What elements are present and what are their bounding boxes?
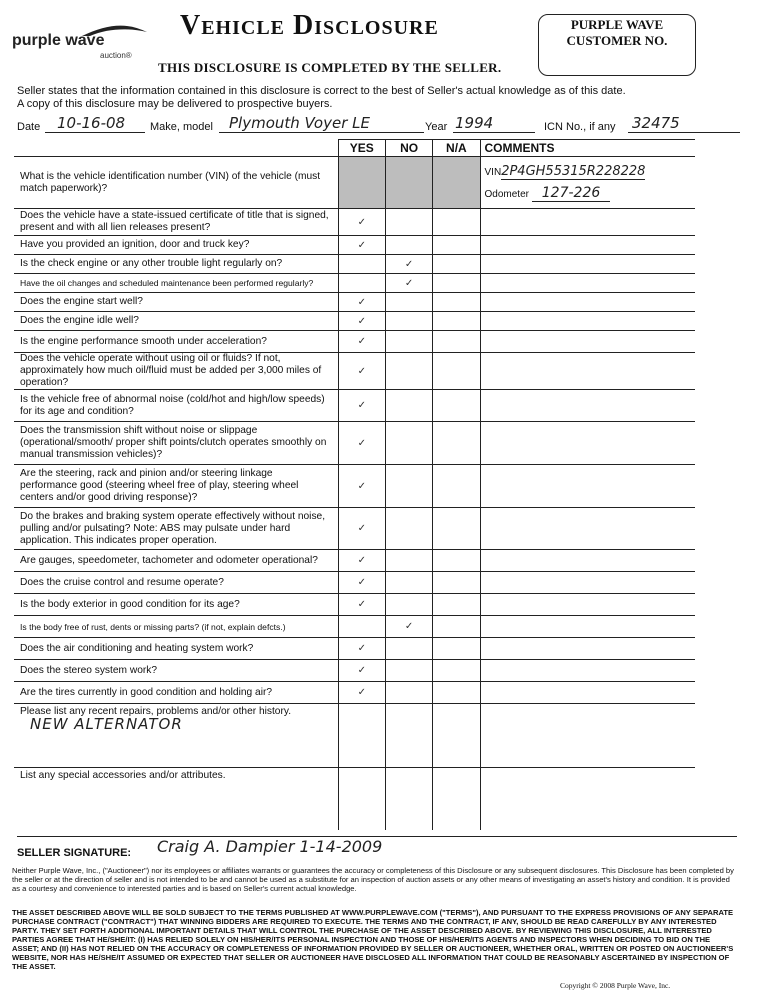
no-checkbox[interactable]	[386, 255, 433, 274]
question-text: Does the vehicle have a state-issued certificate of title that is signed, present and with all lien releases present?	[14, 209, 338, 236]
table-row	[14, 508, 695, 550]
year-value: 1994	[455, 114, 494, 132]
vin-value: 2P4GH55315R228228	[501, 164, 646, 179]
na-checkbox	[433, 704, 480, 768]
table-row	[14, 293, 695, 312]
table-row	[14, 209, 695, 236]
question-text: Does the engine start well?	[14, 293, 338, 312]
repairs-value: NEW ALTERNATOR	[30, 715, 183, 733]
question-text: Are the tires currently in good condition and holding air?	[14, 682, 338, 704]
no-checkbox[interactable]	[386, 465, 433, 508]
copyright: Copyright © 2008 Purple Wave, Inc.	[560, 981, 671, 990]
na-checkbox[interactable]	[433, 209, 480, 236]
accessories-row	[14, 768, 695, 830]
no-checkbox[interactable]	[386, 236, 433, 255]
check-mark-icon: ✓	[357, 437, 366, 449]
na-checkbox[interactable]	[433, 422, 480, 465]
yes-checkbox[interactable]	[338, 594, 385, 616]
comment-cell[interactable]	[480, 236, 695, 255]
question-text: Is the body free of rust, dents or missing parts? (if not, explain defcts.)	[14, 616, 338, 638]
na-checkbox[interactable]	[433, 331, 480, 353]
odometer-value: 127-226	[532, 185, 611, 202]
table-row	[14, 422, 695, 465]
yes-checkbox[interactable]	[338, 550, 385, 572]
yes-checkbox	[338, 768, 385, 830]
na-checkbox[interactable]	[433, 550, 480, 572]
logo-sub: auction®	[100, 51, 132, 60]
no-checkbox[interactable]	[386, 157, 433, 209]
yes-checkbox[interactable]	[338, 616, 385, 638]
table-row	[14, 274, 695, 293]
intro-line2: A copy of this disclosure may be delivered to prospective buyers.	[17, 98, 333, 110]
no-checkbox[interactable]	[386, 293, 433, 312]
signature-label: SELLER SIGNATURE:	[17, 847, 132, 859]
comment-cell[interactable]	[480, 312, 695, 331]
year-label: Year	[425, 121, 448, 133]
check-mark-icon: ✓	[357, 400, 366, 411]
question-text: Does the cruise control and resume operate?	[14, 572, 338, 594]
yes-checkbox[interactable]	[338, 682, 385, 704]
na-checkbox[interactable]	[433, 660, 480, 682]
yes-checkbox[interactable]	[338, 157, 385, 209]
yes-checkbox[interactable]	[338, 508, 385, 550]
table-row	[14, 572, 695, 594]
disclaimer-paragraph: Neither Purple Wave, Inc., ("Auctioneer") nor its employees or affiliates warrants or guarantees the accuracy or completeness of this Disclosure or any subsequent disclosures. This Disclosure has been completed by the seller or at the direction of seller and is not intended to be and cannot be used as a substitute for an inspection of auction assets or any other means of investigating an asset's history and condition. It is provided as a courtesy and convenience to interested parties and is based on Seller's current actual knowledge.	[12, 866, 734, 893]
comment-cell[interactable]	[480, 465, 695, 508]
question-text: Does the vehicle operate without using oil or fluids? If not, approximately how much oil/fluid must be added per 3,000 miles of operation?	[14, 353, 338, 390]
comment-cell[interactable]	[480, 274, 695, 293]
check-mark-icon: ✓	[357, 599, 366, 610]
no-checkbox	[386, 768, 433, 830]
comment-cell[interactable]	[480, 594, 695, 616]
check-mark-icon: ✓	[357, 687, 366, 698]
question-text: Does the engine idle well?	[14, 312, 338, 331]
question-text: Is the check engine or any other trouble light regularly on?	[14, 255, 338, 274]
accessories-cell[interactable]	[14, 768, 338, 830]
no-checkbox[interactable]	[386, 331, 433, 353]
na-checkbox	[433, 768, 480, 830]
yes-header: YES	[338, 140, 385, 157]
question-text: Does the stereo system work?	[14, 660, 338, 682]
table-row	[14, 660, 695, 682]
no-checkbox	[386, 704, 433, 768]
question-text: What is the vehicle identification number (VIN) of the vehicle (must match paperwork)?	[14, 157, 338, 209]
table-row	[14, 157, 695, 209]
no-checkbox[interactable]	[386, 682, 433, 704]
no-checkbox[interactable]	[386, 209, 433, 236]
no-checkbox[interactable]	[386, 353, 433, 390]
yes-checkbox[interactable]	[338, 572, 385, 594]
subtitle: THIS DISCLOSURE IS COMPLETED BY THE SELLER.	[158, 60, 502, 75]
logo-word: purple wave	[12, 32, 105, 49]
customer-box-line2: CUSTOMER NO.	[566, 33, 668, 48]
na-checkbox[interactable]	[433, 594, 480, 616]
date-field[interactable]	[45, 116, 145, 133]
year-field[interactable]	[453, 116, 535, 133]
check-mark-icon: ✓	[357, 315, 366, 327]
vin-label: VIN	[484, 167, 502, 178]
comment-cell[interactable]	[480, 293, 695, 312]
comment-cell[interactable]	[480, 572, 695, 594]
comment-cell[interactable]	[480, 422, 695, 465]
question-text: Is the body exterior in good condition for its age?	[14, 594, 338, 616]
yes-checkbox[interactable]	[338, 236, 385, 255]
na-checkbox[interactable]	[433, 465, 480, 508]
question-text: Have you provided an ignition, door and truck key?	[14, 236, 338, 255]
no-header: NO	[386, 140, 433, 157]
yes-checkbox[interactable]	[338, 390, 385, 422]
comment-cell[interactable]	[480, 508, 695, 550]
na-checkbox[interactable]	[433, 157, 480, 209]
na-checkbox[interactable]	[433, 572, 480, 594]
no-checkbox[interactable]	[386, 422, 433, 465]
na-checkbox[interactable]	[433, 236, 480, 255]
yes-checkbox[interactable]	[338, 293, 385, 312]
question-text: Does the air conditioning and heating system work?	[14, 638, 338, 660]
check-mark-icon: ✓	[357, 336, 366, 347]
na-checkbox[interactable]	[433, 353, 480, 390]
table-row	[14, 255, 695, 274]
vehicle-info-line	[17, 116, 747, 138]
check-mark-icon: ✓	[357, 643, 366, 654]
make-label: Make, model	[150, 121, 213, 133]
yes-checkbox	[338, 704, 385, 768]
check-mark-icon: ✓	[357, 216, 366, 228]
question-text: Does the transmission shift without noise or slippage (operational/smooth/ proper shift points/clutch operates smoothly on manual transmission vehicles)?	[14, 422, 338, 465]
comments-header: COMMENTS	[480, 140, 695, 157]
na-header: N/A	[433, 140, 480, 157]
no-checkbox[interactable]	[386, 638, 433, 660]
no-checkbox[interactable]	[386, 550, 433, 572]
check-mark-icon: ✓	[404, 621, 414, 632]
table-row	[14, 465, 695, 508]
repairs-cell[interactable]	[14, 704, 338, 768]
comment-cell[interactable]	[480, 704, 695, 768]
terms-paragraph: THE ASSET DESCRIBED ABOVE WILL BE SOLD SUBJECT TO THE TERMS PUBLISHED AT WWW.PURPLEWAVE.COM ("TERMS"), AND PURSUANT TO THE EXPRESS PROVISIONS OF ANY SEPARATE PURCHASE CONTRACT ("CONTRACT") THAT WINNING BIDDERS ARE REQUIRED TO EXECUTE. THE TERMS AND THE CONTRACT, IF ANY, SHOULD BE READ CAREFULLY BY ANY INTERESTED PARTY. THEY SET FORTH ADDITIONAL IMPORTANT DETAILS THAT WILL CONTROL THE PURCHASE OF THE ASSET DESCRIBED ABOVE. BY REVIEWING THIS DISCLOSURE, ALL INTERESTED PARTIES AGREE THAT HE/SHE/IT: (I) HAS RELIED SOLELY ON HIS/HER/ITS PERSONAL INSPECTION AND THOSE OF HIS/HER/ITS AGENTS AND INSPECTORS WHEN DECIDING TO BID ON THE ASSET; AND (II) HAS NOT RELIED ON THE ACCURACY OR COMPLETENESS OF INFORMATION PROVIDED BY SELLER OR AUCTIONEER, WHETHER ORAL, WRITTEN OR POSTED ON AUCTIONEER'S WEBSITE, NOR HAS HE/SHE/IT ASSUMED OR EXPECTED THAT SELLER OR AUCTIONEER HAVE DISCLOSED ALL INFORMATION THAT COULD BE REASONABLY ASCERTAINED BY INSPECTION OF THE ASSET.	[12, 908, 734, 971]
table-row	[14, 331, 695, 353]
check-mark-icon: ✓	[357, 523, 366, 534]
comment-cell[interactable]	[480, 550, 695, 572]
na-checkbox[interactable]	[433, 293, 480, 312]
question-text: Do the brakes and braking system operate effectively without noise, pulling and/or pulsating? Note: ABS may pulsate under hard application. This indicates proper operation.	[14, 508, 338, 550]
comment-cell[interactable]	[480, 390, 695, 422]
check-mark-icon: ✓	[357, 665, 366, 676]
date-value: 10-16-08	[57, 114, 126, 132]
yes-checkbox[interactable]	[338, 638, 385, 660]
check-mark-icon: ✓	[357, 365, 366, 377]
na-checkbox[interactable]	[433, 508, 480, 550]
no-checkbox[interactable]	[386, 616, 433, 638]
yes-checkbox[interactable]	[338, 255, 385, 274]
table-row	[14, 594, 695, 616]
no-checkbox[interactable]	[386, 660, 433, 682]
no-checkbox[interactable]	[386, 594, 433, 616]
make-field[interactable]	[219, 116, 424, 133]
table-row	[14, 550, 695, 572]
customer-box-line1: PURPLE WAVE	[570, 17, 664, 32]
no-checkbox[interactable]	[386, 572, 433, 594]
yes-checkbox[interactable]	[338, 274, 385, 293]
odometer-label: Odometer	[484, 189, 529, 200]
comment-cell[interactable]	[480, 353, 695, 390]
yes-checkbox[interactable]	[338, 353, 385, 390]
no-checkbox[interactable]	[386, 312, 433, 331]
no-checkbox[interactable]	[386, 390, 433, 422]
intro-line1: Seller states that the information contained in this disclosure is correct to the best of Seller's actual knowledge as of this date.	[17, 85, 626, 97]
no-checkbox[interactable]	[386, 274, 433, 293]
question-text: Have the oil changes and scheduled maintenance been performed regularly?	[14, 274, 338, 293]
repairs-label: Please list any recent repairs, problems and/or other history.	[20, 706, 292, 717]
table-row	[14, 353, 695, 390]
customer-number-box[interactable]	[538, 14, 696, 76]
question-header	[14, 140, 338, 157]
page-title: Vehicle Disclosure	[180, 10, 439, 41]
check-mark-icon: ✓	[357, 555, 366, 566]
table-row	[14, 682, 695, 704]
check-mark-icon: ✓	[357, 577, 366, 588]
comment-cell[interactable]	[480, 768, 695, 830]
make-value: Plymouth Voyer LE	[229, 114, 370, 132]
table-row	[14, 312, 695, 331]
na-checkbox[interactable]	[433, 638, 480, 660]
icn-label: ICN No., if any	[544, 121, 616, 133]
comment-cell[interactable]	[480, 209, 695, 236]
comment-cell[interactable]	[480, 660, 695, 682]
icn-value: 32475	[632, 114, 680, 132]
comment-cell[interactable]	[480, 255, 695, 274]
table-row	[14, 236, 695, 255]
yes-checkbox[interactable]	[338, 331, 385, 353]
table-row	[14, 616, 695, 638]
no-checkbox[interactable]	[386, 508, 433, 550]
comment-cell[interactable]	[480, 682, 695, 704]
comment-cell[interactable]	[480, 157, 695, 209]
table-row	[14, 390, 695, 422]
icn-field[interactable]	[628, 116, 740, 133]
check-mark-icon: ✓	[404, 277, 414, 289]
disclosure-table	[14, 139, 695, 830]
na-checkbox[interactable]	[433, 390, 480, 422]
table-row	[14, 638, 695, 660]
na-checkbox[interactable]	[433, 616, 480, 638]
check-mark-icon: ✓	[404, 258, 414, 270]
question-text: Is the vehicle free of abnormal noise (cold/hot and high/low speeds) for its age and condition?	[14, 390, 338, 422]
na-checkbox[interactable]	[433, 312, 480, 331]
yes-checkbox[interactable]	[338, 422, 385, 465]
repairs-row	[14, 704, 695, 768]
na-checkbox[interactable]	[433, 682, 480, 704]
na-checkbox[interactable]	[433, 255, 480, 274]
question-text: Are gauges, speedometer, tachometer and odometer operational?	[14, 550, 338, 572]
yes-checkbox[interactable]	[338, 465, 385, 508]
accessories-label: List any special accessories and/or attributes.	[20, 770, 226, 781]
question-text: Are the steering, rack and pinion and/or steering linkage performance good (steering wheel free of play, steering wheel centers and/or good driving response)?	[14, 465, 338, 508]
signature-value[interactable]: Craig A. Dampier 1-14-2009	[157, 837, 383, 856]
check-mark-icon: ✓	[357, 480, 366, 492]
comment-cell[interactable]	[480, 616, 695, 638]
yes-checkbox[interactable]	[338, 209, 385, 236]
date-label: Date	[17, 121, 41, 133]
question-text: Is the engine performance smooth under acceleration?	[14, 331, 338, 353]
check-mark-icon: ✓	[357, 239, 366, 251]
check-mark-icon: ✓	[357, 296, 366, 308]
na-checkbox[interactable]	[433, 274, 480, 293]
seller-signature-line	[17, 836, 737, 861]
yes-checkbox[interactable]	[338, 312, 385, 331]
comment-cell[interactable]	[480, 638, 695, 660]
yes-checkbox[interactable]	[338, 660, 385, 682]
comment-cell[interactable]	[480, 331, 695, 353]
purple-wave-logo	[12, 22, 152, 62]
intro-text	[17, 85, 737, 111]
